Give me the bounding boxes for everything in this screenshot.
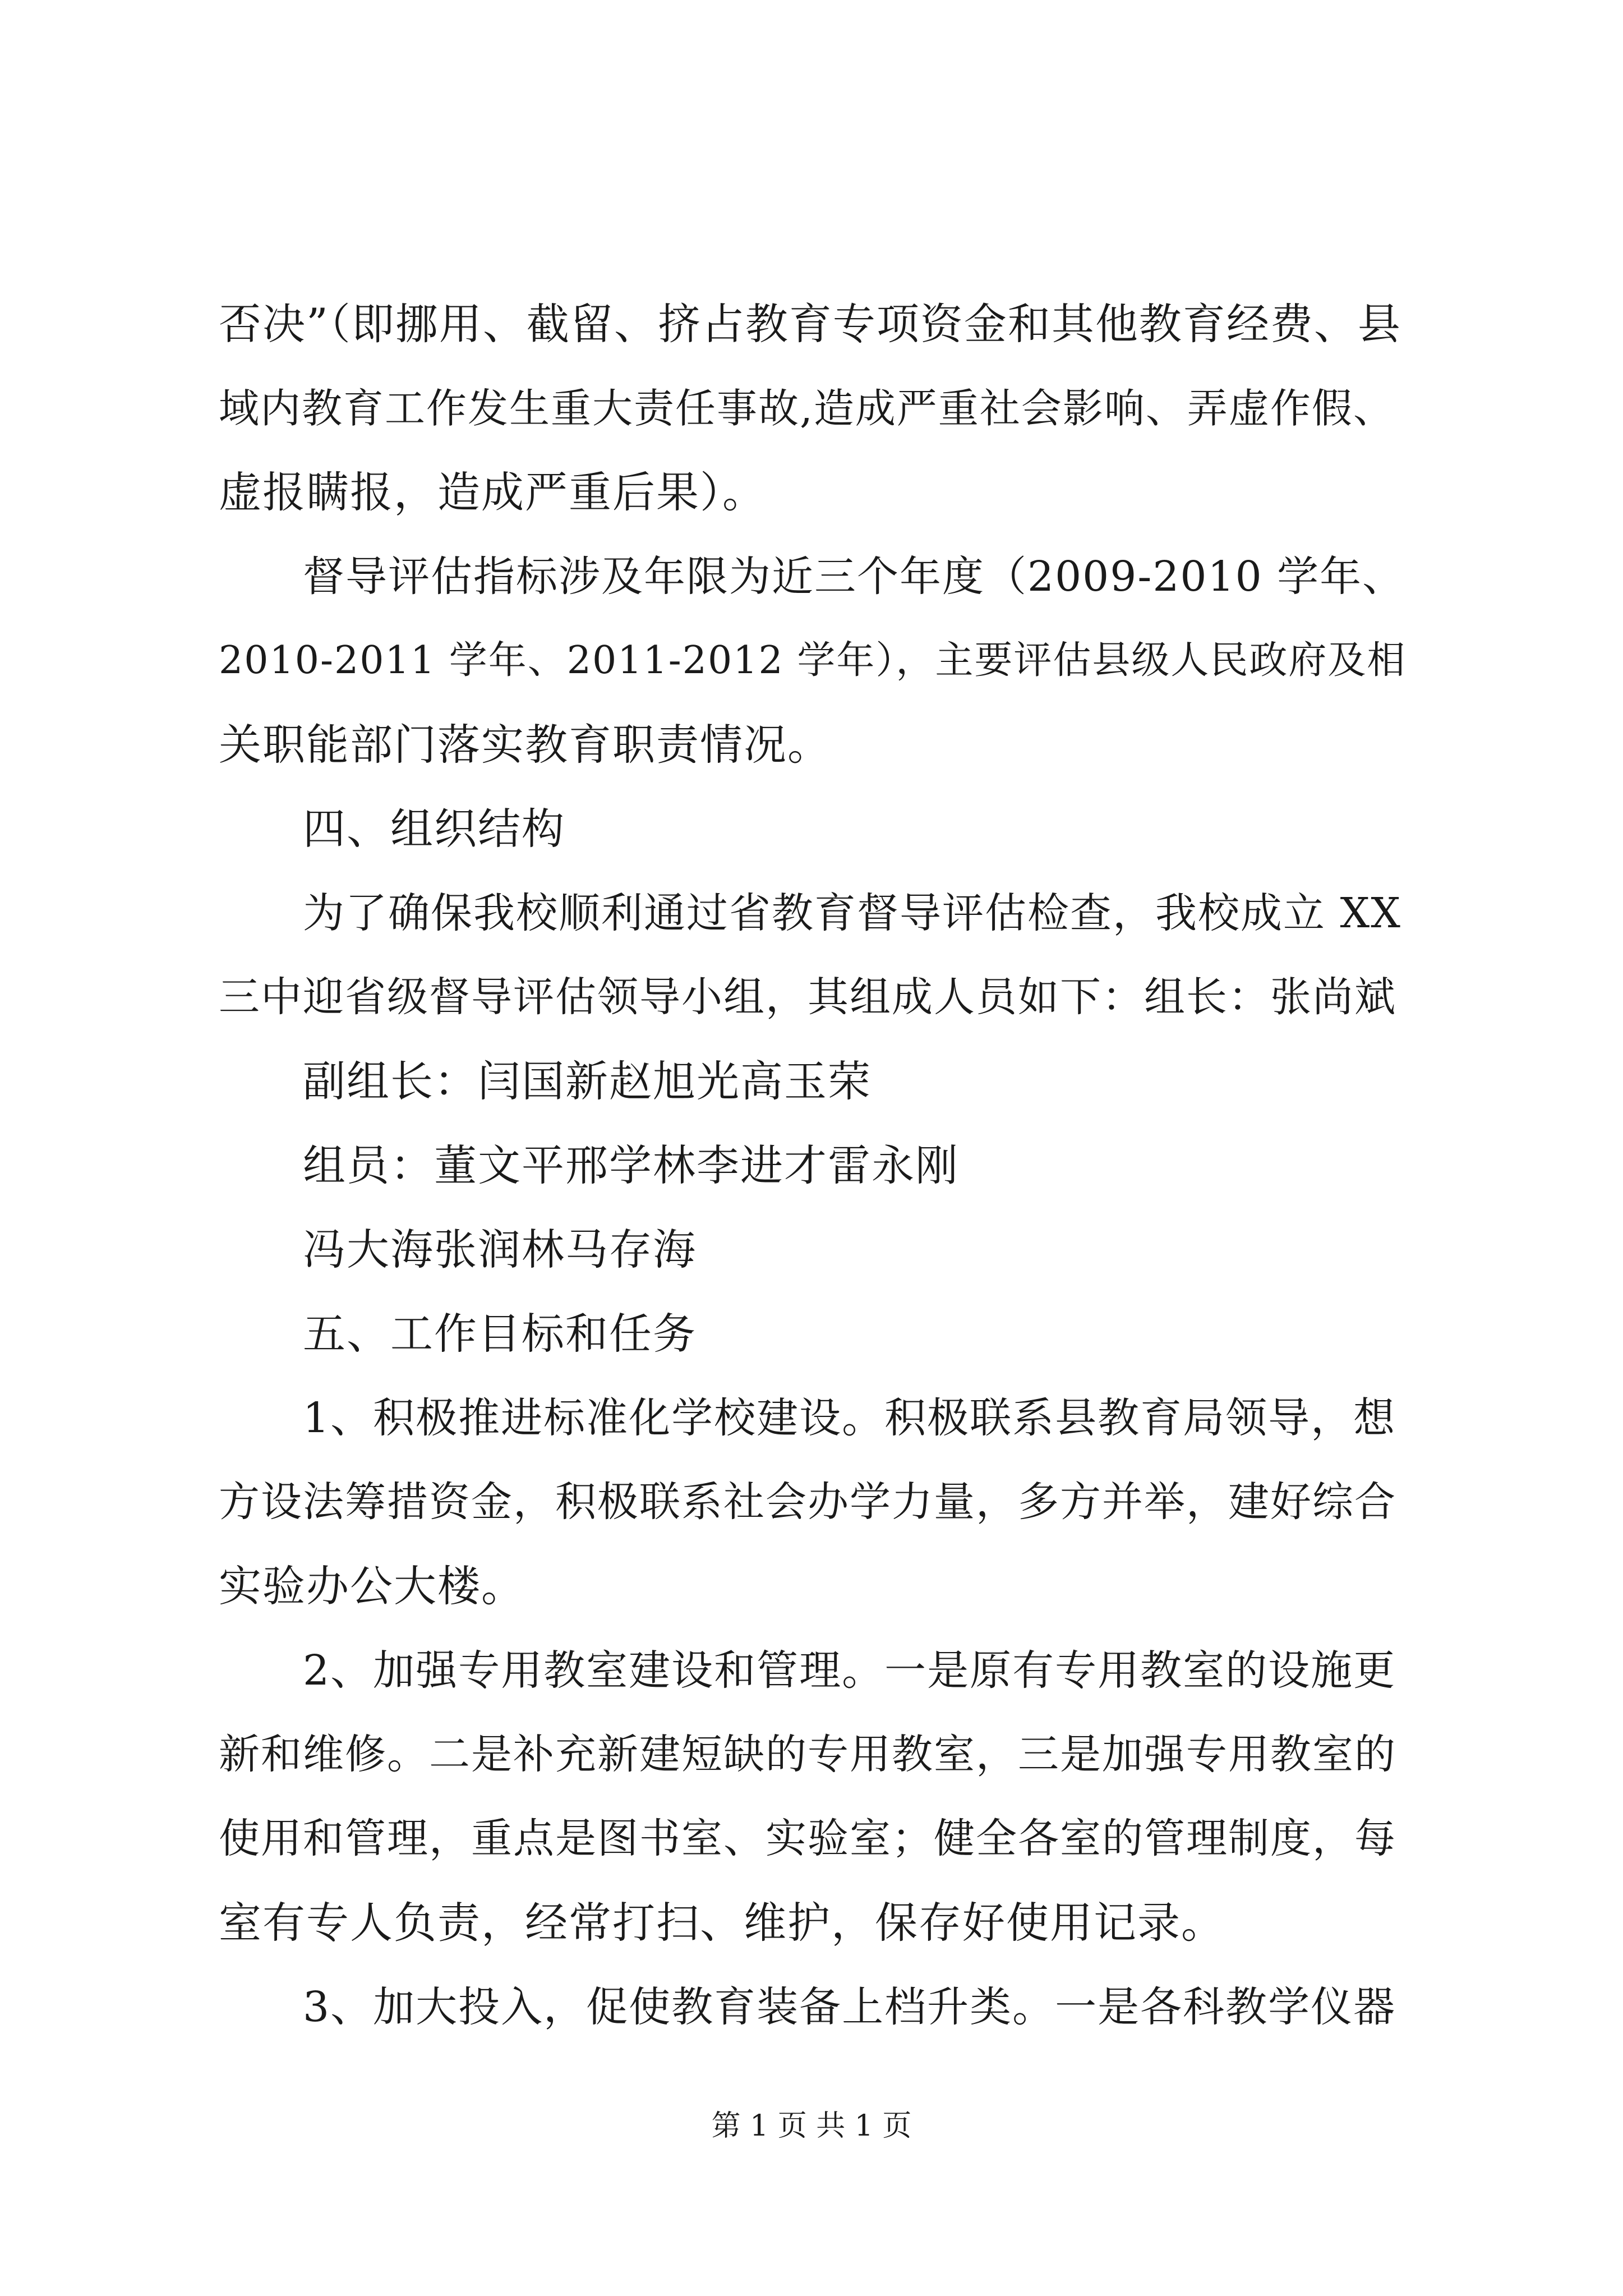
text-line-6: 关职能部门落实教育职责情况。	[219, 720, 831, 770]
text-line-2: 域内教育工作发生重大责任事故,造成严重社会影响、弄虚作假、	[219, 385, 1395, 432]
text-line-1: 否决”（即挪用、截留、挤占教育专项资金和其他教育经费、县	[219, 299, 1401, 349]
text-line-19: 使用和管理，重点是图书室、实验室；健全各室的管理制度，每	[219, 1815, 1396, 1862]
page-footer: 第 1 页 共 1 页	[711, 2109, 912, 2143]
text-line-18: 新和维修。二是补充新建短缺的专用教室，三是加强专用教室的	[219, 1731, 1396, 1778]
text-line-5: 2010-2011 学年、2011-2012 学年），主要评估县级人民政府及相	[219, 638, 1407, 683]
text-line-9: 三中迎省级督导评估领导小组，其组成人员如下：组长：张尚斌	[219, 973, 1396, 1021]
section-heading-5: 五、工作目标和任务	[303, 1309, 697, 1359]
text-line-4: 督导评估指标涉及年限为近三个年度（2009-2010 学年、	[303, 553, 1405, 601]
text-line-16: 实验办公大楼。	[219, 1561, 525, 1611]
text-line-17: 2、加强专用教室建设和管理。一是原有专用教室的设施更	[303, 1646, 1396, 1695]
text-line-10: 副组长：闫国新赵旭光高玉荣	[303, 1056, 872, 1106]
text-line-20: 室有专人负责，经常打扫、维护，保存好使用记录。	[219, 1898, 1225, 1948]
text-line-3: 虚报瞒报，造成严重后果）。	[219, 467, 766, 517]
text-line-12: 冯大海张润林马存海	[303, 1225, 697, 1274]
section-heading-4: 四、组织结构	[303, 804, 565, 854]
text-line-21: 3、加大投入，促使教育装备上档升类。一是各科教学仪器	[303, 1983, 1396, 2031]
text-line-11: 组员：董文平邢学林李进才雷永刚	[303, 1140, 959, 1190]
text-line-14: 1、积极推进标准化学校建设。积极联系县教育局领导，想	[303, 1394, 1396, 1442]
text-line-15: 方设法筹措资金，积极联系社会办学力量，多方并举，建好综合	[219, 1478, 1396, 1526]
text-line-8: 为了确保我校顺利通过省教育督导评估检查，我校成立 XX	[303, 889, 1401, 937]
